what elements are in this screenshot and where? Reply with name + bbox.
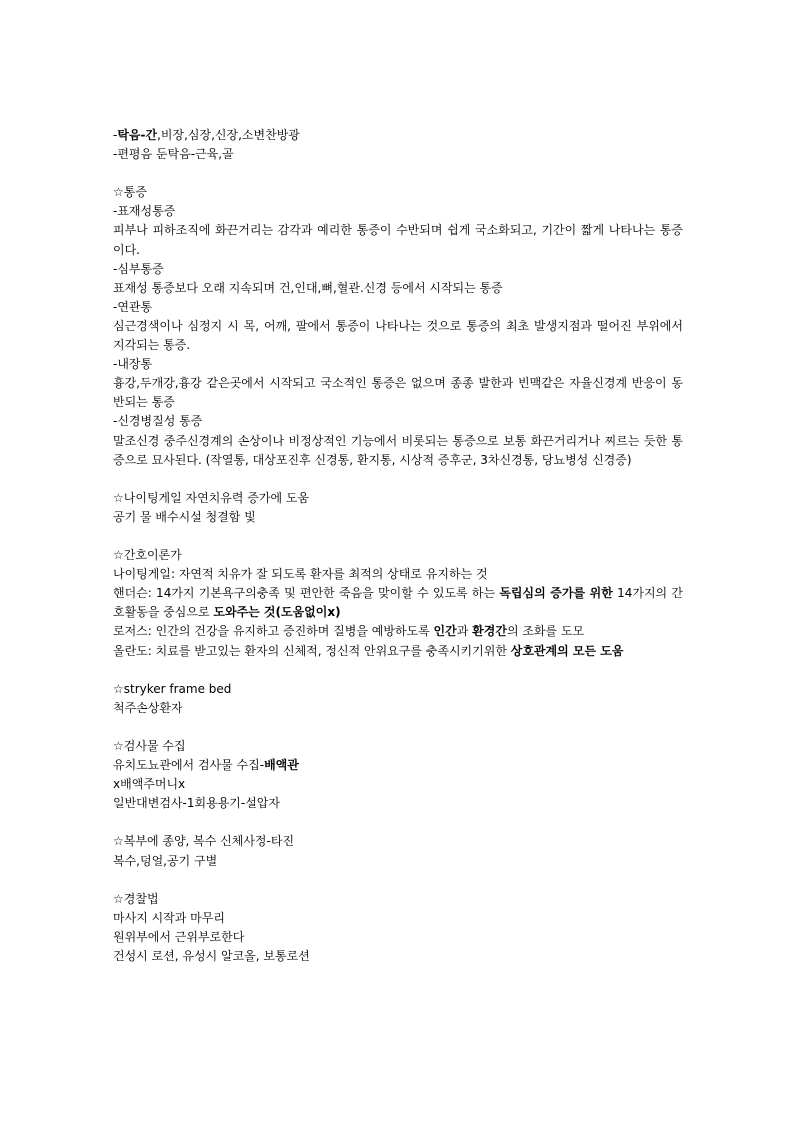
text-run: 피부나 피하조직에 화끈거리는 감각과 예리한 통증이 수반되며 쉽게 국소화되고, 기간이 짧게 나타나는 통증이다. [113, 223, 683, 257]
note-line [113, 546, 683, 565]
note-line [113, 183, 683, 202]
text-run: 공기 물 배수시설 청결함 빛 [113, 509, 256, 524]
text-run: 말조신경 중주신경계의 손상이나 비정상적인 기능에서 비롯되는 통증으로 보통 화끈거리거나 찌르는 듯한 통증으로 묘사된다. (작열통, 대상포진후 신경통, 환지통, 시상적 증후군, 3차신경통, 당뇨병성 신경증) [113, 433, 683, 467]
note-paragraph [113, 584, 683, 622]
note-paragraph [113, 432, 683, 470]
text-run: 원위부에서 근위부로한다 [113, 929, 245, 944]
note-line [113, 890, 683, 909]
section-spacer [113, 661, 683, 680]
note-line [113, 145, 683, 164]
bold-text: 환경간 [472, 624, 507, 639]
section-spacer [113, 527, 683, 546]
section-spacer [113, 813, 683, 832]
text-run: 올란도: 치료를 받고있는 환자의 신체적, 정신적 안위요구를 충족시키기위한 [113, 643, 511, 658]
text-run: ,비장,심장,신장,소변찬방광 [157, 128, 300, 142]
text-run: 복수,덩얼,공기 구별 [113, 853, 218, 868]
bold-text: 독립심의 증가를 위한 [499, 586, 613, 601]
note-section-b5 [113, 680, 683, 718]
text-run: 나이팅게일: 자연적 치유가 잘 되도록 환자를 최적의 상태로 유지하는 것 [113, 567, 488, 582]
text-run: 흉강,두개강,흉강 같은곳에서 시작되고 국소적인 통증은 없으며 종종 발한과 빈맥같은 자율신경계 반응이 동반되는 통증 [113, 376, 683, 410]
note-line [113, 126, 683, 145]
section-spacer [113, 871, 683, 890]
note-line [113, 737, 683, 756]
note-line [113, 260, 683, 279]
note-line [113, 852, 683, 871]
bold-text: 상호관계의 모든 도움 [510, 643, 624, 658]
text-run: 핸더슨: 14가지 기본욕구의충족 및 편안한 죽음을 맞이할 수 있도록 하는 [113, 586, 500, 601]
text-run: ☆검사물 수집 [113, 739, 186, 753]
text-run: ☆stryker frame bed [113, 681, 232, 696]
text-run: 일반대변검사-1회용용기-설압자 [113, 796, 280, 811]
document-body [113, 126, 683, 966]
text-run: 심근경색이나 심정지 시 목, 어깨, 팔에서 통증이 나타나는 것으로 통증의 최초 발생지점과 떨어진 부위에서 지각되는 통증. [113, 318, 683, 353]
note-line [113, 832, 683, 851]
text-run: -연관통 [113, 299, 153, 314]
note-line [113, 412, 683, 431]
text-run: 표재성 통증보다 오래 지속되며 건,인대,뼈,혈관.신경 등에서 시작되는 통증 [113, 280, 503, 295]
text-run: 마사지 시작과 마무리 [113, 910, 225, 925]
text-run: -내장통 [113, 357, 153, 372]
text-run: 척주손상환자 [113, 700, 183, 715]
note-line [113, 928, 683, 947]
note-line [113, 202, 683, 221]
bold-text: 배액관 [264, 758, 299, 773]
note-line [113, 489, 683, 508]
text-run: ☆경찰법 [113, 891, 159, 906]
bold-text: 탁음-간 [117, 128, 158, 142]
text-run: -편평음 둔탁음-근육,골 [113, 147, 234, 162]
text-run: 과 [456, 624, 473, 639]
note-line [113, 680, 683, 699]
text-run: 유치도뇨관에서 검사물 수집- [113, 758, 265, 773]
note-section-b8 [113, 890, 683, 966]
note-line [113, 909, 683, 928]
section-spacer [113, 718, 683, 737]
note-line [113, 565, 683, 584]
text-run: 의 조화를 도모 [506, 624, 585, 639]
text-run: 로저스: 인간의 건강을 유지하고 증진하며 질병을 예방하도록 [113, 624, 434, 639]
note-section-b1 [113, 126, 683, 164]
section-spacer [113, 470, 683, 489]
section-spacer [113, 164, 683, 183]
text-run: -심부통증 [113, 261, 164, 276]
note-section-b3 [113, 489, 683, 527]
note-paragraph [113, 317, 683, 355]
note-line [113, 622, 683, 641]
text-run: ☆간호이론가 [113, 548, 182, 563]
text-run: -신경병질성 통증 [113, 414, 203, 429]
note-section-b2 [113, 183, 683, 469]
note-section-b6 [113, 737, 683, 813]
note-line [113, 642, 683, 661]
bold-text: 도와주는 것(도움없이x) [213, 605, 341, 620]
note-line [113, 756, 683, 775]
text-run: -표재성통증 [113, 204, 176, 219]
note-section-b4 [113, 546, 683, 661]
note-line [113, 355, 683, 374]
bold-text: 인간 [433, 624, 457, 639]
note-paragraph [113, 374, 683, 412]
note-line [113, 279, 683, 298]
note-line [113, 508, 683, 527]
note-paragraph [113, 221, 683, 259]
note-section-b7 [113, 832, 683, 870]
text-run: 14가지의 간호활동을 중심으로 [113, 586, 683, 620]
note-line [113, 947, 683, 966]
text-run: - [113, 128, 118, 142]
note-line [113, 775, 683, 794]
note-line [113, 794, 683, 813]
text-run: 건성시 로션, 유성시 알코올, 보통로션 [113, 949, 310, 964]
text-run: x배액주머니x [113, 777, 186, 792]
note-line [113, 298, 683, 317]
text-run: ☆통증 [113, 185, 147, 200]
text-run: ☆복부에 종양, 복수 신체사정-타진 [113, 834, 295, 849]
note-line [113, 699, 683, 718]
text-run: ☆나이팅게일 자연치유력 증가에 도움 [113, 490, 310, 505]
